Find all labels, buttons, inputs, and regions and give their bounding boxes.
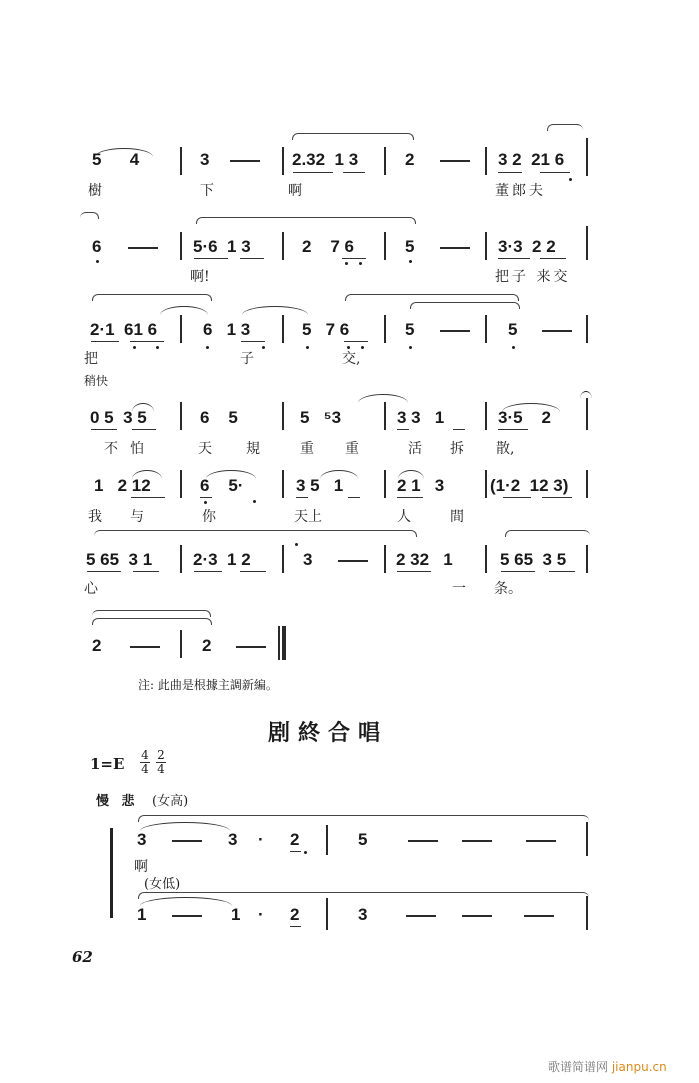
note-group: 2 [405,150,415,169]
extension-dash [542,330,572,332]
phrase-bracket [505,530,590,537]
barline [180,315,182,343]
underline [194,571,222,572]
low-octave-dot [569,178,572,181]
note-group: 5 65 3 1 [86,550,153,569]
lyric: 不怕 [104,441,156,457]
note-group: 6 1 3 [203,320,251,339]
extension-dash [408,840,438,842]
underline [194,258,228,259]
time-sig-denominator: 4 [141,762,149,776]
phrase-bracket [138,815,589,822]
extension-dash [172,915,202,917]
extension-dash [440,330,470,332]
barline [384,315,386,343]
phrase-bracket [345,294,519,301]
voice-label-soprano: (女高) [152,794,189,809]
underline [131,497,165,498]
underline [241,341,265,342]
lyric: 重 [345,441,359,457]
final-barline-thin [278,626,280,660]
extension-dash [172,840,202,842]
barline [586,226,588,260]
phrase-bracket [80,212,99,219]
lyric: 樹 [88,183,102,199]
lyric: 董郎夫 [495,183,546,199]
barline [485,470,487,498]
underline [130,341,164,342]
underline [91,341,119,342]
system-brace [110,828,113,918]
note-group: 2·1 61 6 [90,320,158,339]
lyric: 間 [450,509,464,525]
underline [540,258,566,259]
lyric: 天上 [294,509,322,525]
lyric: 啊 [134,859,148,875]
extension-dash [338,560,368,562]
slur [358,394,408,403]
note-group: 2·3 1 2 [193,550,251,569]
barline [384,147,386,175]
note-group: 5 65 3 5 [500,550,567,569]
barline [586,138,588,176]
note-group: 5 [508,320,518,339]
barline [384,232,386,260]
note-group: 2.32 1 3 [292,150,359,169]
barline [586,822,588,856]
note-group: 5 ⁵3 [300,408,342,427]
extension-dash [462,840,492,842]
section-title: 剧終合唱 [268,720,389,746]
barline [485,402,487,430]
watermark-site-name: 歌谱简谱网 [548,1060,609,1074]
note: 3 [228,830,238,849]
note: 5 [358,830,368,849]
lyric: 我 [88,509,102,525]
barline [586,470,588,498]
voice-label-alto: (女低) [144,877,181,892]
underline [240,258,264,259]
barline [384,470,386,498]
footnote: 注: 此曲是根據主調新編。 [138,678,278,692]
lyric: 啊 [288,183,302,199]
low-octave-dot [204,501,207,504]
note: 1 [137,905,147,924]
final-barline-thick [282,626,286,660]
note-group: 5·6 1 3 [193,237,251,256]
slur [140,822,230,831]
underline [343,172,365,173]
lyric: 重 [300,441,314,457]
note-group: 6 5· [200,476,244,495]
underline [342,258,366,259]
lyric: 子 [240,351,254,367]
phrase-bracket [94,530,417,537]
note-group: 5 4 [92,150,140,169]
note-group: 2 [202,636,212,655]
extension-dash [526,840,556,842]
barline [282,470,284,498]
barline [180,630,182,658]
low-octave-dot [345,262,348,265]
extension-dash [440,160,470,162]
note: 3 [137,830,147,849]
time-sig-numerator: 2 [157,748,165,762]
dot: · [258,905,264,924]
barline [282,147,284,175]
slur [160,306,208,315]
low-octave-dot [409,346,412,349]
note-group: 2 32 1 [396,550,453,569]
note: 1 [231,905,241,924]
dot: · [258,830,264,849]
phrase-bracket [410,302,520,309]
extension-dash [440,247,470,249]
underline [200,497,212,498]
barline [326,825,328,855]
time-sig-numerator: 4 [141,748,149,762]
extension-dash [462,915,492,917]
underline [453,429,465,430]
note-group: 5 [405,237,415,256]
extension-dash [236,646,266,648]
lyric: 規 [246,441,260,457]
note-group: 3 [200,150,210,169]
lyric: 人 [397,509,411,525]
low-octave-dot [133,346,136,349]
lyric: 天 [198,441,212,457]
barline [282,232,284,260]
note-group: 6 [92,237,102,256]
lyric: 与 [130,509,144,525]
tempo-mark: 稍快 [84,374,109,388]
note: 2 [290,830,300,849]
lyric: 交, [342,351,361,367]
lyric: 条。 [494,581,522,597]
underline [132,429,156,430]
slur [242,306,308,315]
lyric: 把 [84,351,98,367]
underline [344,341,368,342]
extension-dash [128,247,158,249]
underline [503,497,531,498]
barline [384,545,386,573]
underline [293,172,333,173]
lyric: 散, [496,441,515,457]
low-octave-dot [262,346,265,349]
low-octave-dot [156,346,159,349]
barline [384,402,386,430]
note: 3 [358,905,368,924]
note-group: 5 7 6 [302,320,350,339]
lyric: 下 [200,183,214,199]
note-group: 3·3 2 2 [498,237,556,256]
underline [540,172,570,173]
note-group: 0 5 3 5 [90,408,147,427]
low-octave-dot [96,260,99,263]
lyric: 活 [408,441,422,457]
barline [485,315,487,343]
underline [240,571,266,572]
lyric: 一 [452,581,466,597]
extension-dash [406,915,436,917]
key-signature: 1=E [90,755,125,773]
low-octave-dot [359,262,362,265]
note-group: 6 5 [200,408,238,427]
barline [485,147,487,175]
note-group: 2 7 6 [302,237,354,256]
tempo-mark: 慢 悲 [96,794,139,809]
time-signature [156,749,166,776]
phrase-bracket [92,294,212,301]
low-octave-dot [347,346,350,349]
low-octave-dot [206,346,209,349]
watermark [548,1058,667,1075]
time-signature [140,749,150,776]
time-sig-denominator: 4 [157,762,165,776]
note-group: 3·5 2 [498,408,551,427]
note-group: 3 2 21 6 [498,150,565,169]
underline [498,172,522,173]
watermark-url[interactable]: jianpu.cn [611,1060,667,1074]
high-octave-dot [295,543,298,546]
underline [549,571,575,572]
lyric: 心 [84,581,98,597]
underline [133,571,159,572]
barline [180,402,182,430]
underline [498,258,530,259]
underline [91,429,117,430]
barline [282,315,284,343]
page-number: 62 [72,948,93,966]
note-group: 1 2 12 [94,476,151,495]
note-group: 2 1 3 [397,476,445,495]
barline [586,896,588,930]
note-group: 3 5 1 [296,476,344,495]
underline [87,571,121,572]
phrase-bracket [92,610,211,617]
low-octave-dot [253,500,256,503]
note-group: 3 [303,550,313,569]
note-group: 5 [405,320,415,339]
underline [542,497,572,498]
barline [326,898,328,930]
lyric: 你 [202,509,216,525]
note-group: (1·2 12 3) [490,476,569,495]
note-group: 2 [92,636,102,655]
phrase-bracket [547,124,583,131]
barline [180,232,182,260]
barline [180,147,182,175]
low-octave-dot [512,346,515,349]
underline [290,926,301,927]
barline [180,470,182,498]
barline [485,545,487,573]
barline [180,545,182,573]
low-octave-dot [409,260,412,263]
underline [501,571,535,572]
extension-dash [130,646,160,648]
low-octave-dot [306,346,309,349]
phrase-bracket [92,618,212,625]
underline [397,497,423,498]
lyric: 把子 来交 [495,269,571,285]
underline [498,429,528,430]
barline [586,315,588,343]
barline [586,545,588,573]
extension-dash [230,160,260,162]
phrase-bracket [292,133,414,140]
underline [290,851,301,852]
barline [282,545,284,573]
note-group: 3 3 1 [397,408,445,427]
barline [586,398,588,430]
barline [485,232,487,260]
lyric: 啊! [190,269,210,285]
phrase-bracket [196,217,416,224]
note: 2 [290,905,300,924]
underline [348,497,360,498]
underline [397,571,431,572]
staccato-dot [304,851,307,854]
extension-dash [524,915,554,917]
lyric: 拆 [450,441,464,457]
barline [282,402,284,430]
low-octave-dot [361,346,364,349]
underline [397,429,409,430]
underline [296,497,308,498]
